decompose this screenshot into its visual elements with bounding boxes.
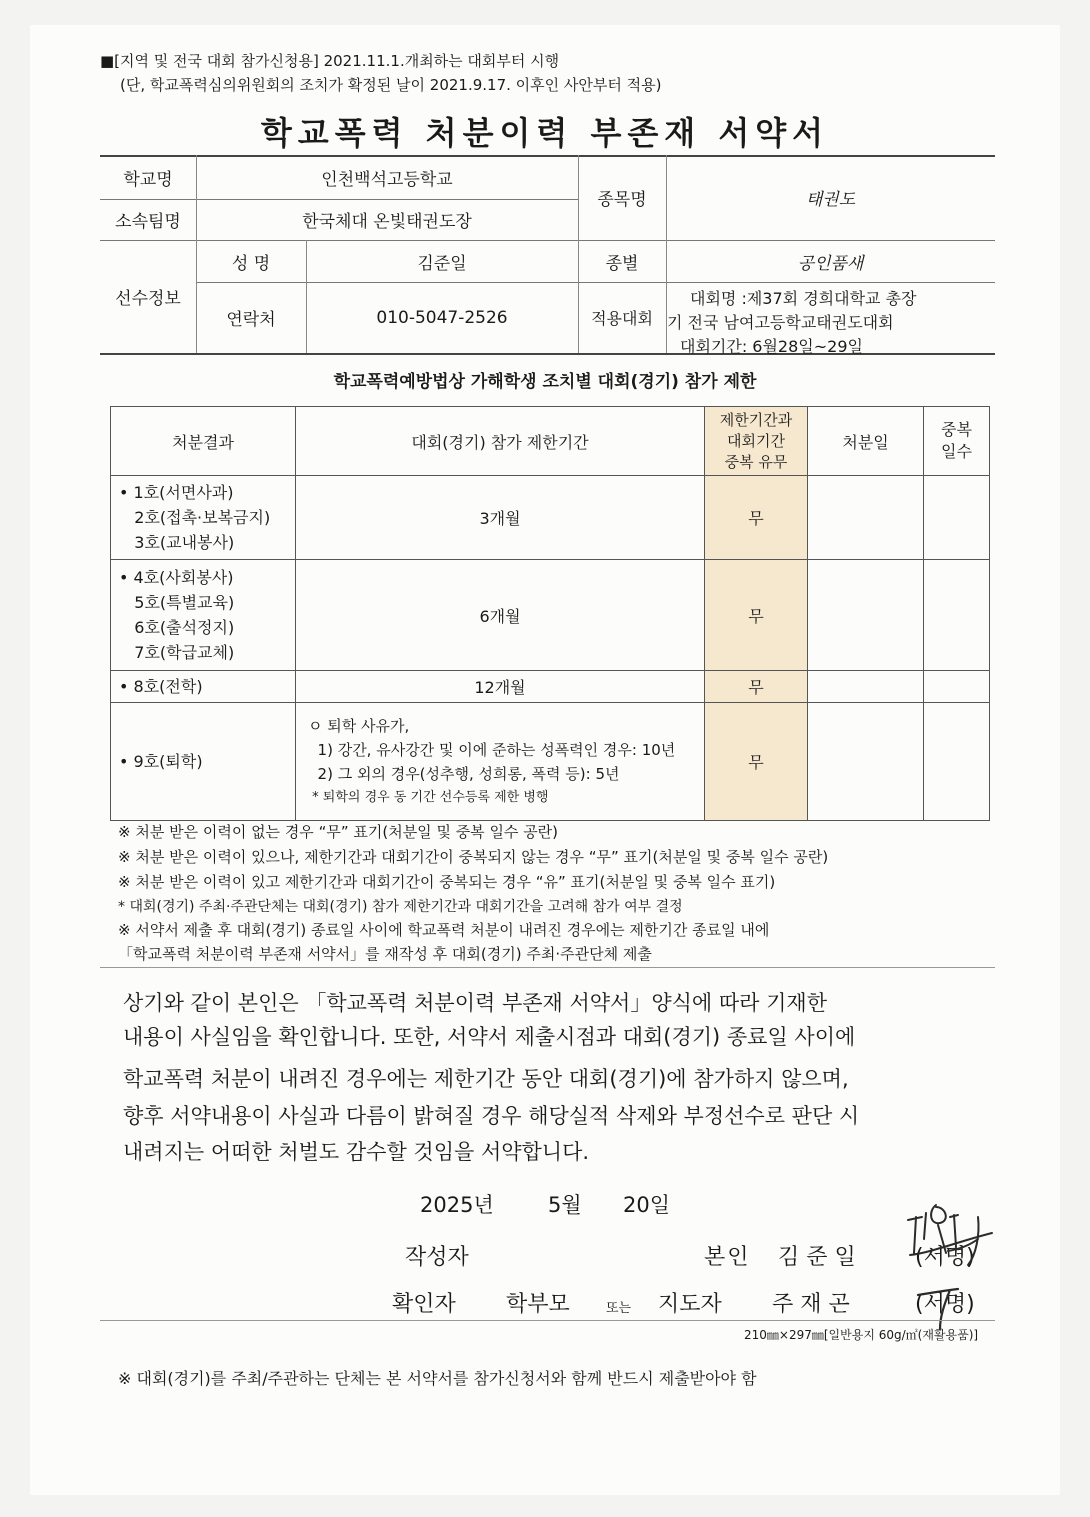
- pledge-line: 내려지는 어떠한 처벌도 감수할 것임을 서약합니다.: [123, 1140, 590, 1164]
- confirm-role-parent: 학부모: [506, 1292, 570, 1317]
- school-value: 인천백석고등학교: [321, 169, 453, 190]
- divider: [100, 1320, 995, 1321]
- table-row: [111, 560, 990, 671]
- row-date: [808, 703, 924, 821]
- document-title: 학교폭력 처분이력 부존재 서약서: [260, 114, 830, 152]
- sport-label: 종목명: [597, 190, 647, 210]
- row-overlap: 무: [705, 560, 808, 671]
- confirm-sign-mark: (서명): [915, 1292, 975, 1317]
- writer-sign-mark: (서명): [915, 1245, 975, 1270]
- row-result: • 1호(서면사과) 2호(접촉·보복금지) 3호(교내봉사): [111, 476, 296, 560]
- period-detail-line: * 퇴학의 경우 동 기간 선수등록 제한 병행: [308, 789, 549, 805]
- name-label: 성 명: [231, 253, 271, 274]
- school-label: 학교명: [123, 169, 173, 190]
- row-date: [808, 560, 924, 671]
- pledge-line: 향후 서약내용이 사실과 다름이 밝혀질 경우 해당실적 삭제와 부정선수로 판단 시: [123, 1104, 860, 1128]
- player-info-label: 선수정보: [115, 289, 181, 309]
- category-value: 공인품새: [797, 253, 864, 274]
- event-name-line2: 기 전국 남여고등학교태권도대회: [667, 313, 894, 332]
- team-value: 한국체대 온빛태권도장: [302, 212, 472, 232]
- row-days: [924, 703, 990, 821]
- restriction-subtitle: 학교폭력예방법상 가해학생 조치별 대회(경기) 참가 제한: [333, 372, 757, 392]
- divider: [100, 967, 995, 968]
- note-3: ※ 처분 받은 이력이 있고 제한기간과 대회기간이 중복되는 경우 “유” 표기(처분일 및 중복 일수 표기): [118, 873, 776, 891]
- restriction-table: [110, 406, 990, 821]
- row-overlap: 무: [705, 476, 808, 560]
- table-row: [111, 671, 990, 703]
- table-header-row: [111, 407, 990, 476]
- row-days: [924, 476, 990, 560]
- header-date: 처분일: [808, 407, 924, 476]
- sport-value: 태권도: [805, 190, 856, 210]
- row-overlap: 무: [705, 703, 808, 821]
- pledge-line: 학교폭력 처분이 내려진 경우에는 제한기간 동안 대회(경기)에 참가하지 않으며,: [123, 1067, 849, 1091]
- row-days: [924, 560, 990, 671]
- date-month: 5월: [548, 1193, 582, 1217]
- period-detail-line: ㅇ 퇴학 사유가,: [308, 716, 410, 735]
- row-result: • 8호(전학): [111, 671, 296, 703]
- header-days: 중복 일수: [924, 407, 990, 476]
- header-result: 처분결과: [111, 407, 296, 476]
- event-label: 적용대회: [591, 309, 653, 328]
- date-year: 2025년: [420, 1193, 494, 1217]
- contact-value: 010-5047-2526: [376, 307, 508, 328]
- period-detail-line: 2) 그 외의 경우(성추행, 성희롱, 폭력 등): 5년: [308, 764, 620, 783]
- row-date: [808, 671, 924, 703]
- note-2: ※ 처분 받은 이력이 있으나, 제한기간과 대회기간이 중복되지 않는 경우 “무” 표기(처분일 및 중복 일수 공란): [118, 848, 829, 866]
- team-label: 소속팀명: [115, 212, 181, 232]
- header-period: 대회(경기) 참가 제한기간: [296, 407, 705, 476]
- paper-spec: 210㎜×297㎜[일반용지 60g/㎡(재활용품)]: [744, 1328, 979, 1342]
- table-row: [111, 476, 990, 560]
- note-5: ※ 서약서 제출 후 대회(경기) 종료일 사이에 학교폭력 처분이 내려진 경우에는 제한기간 종료일 내에: [118, 921, 770, 939]
- row-days: [924, 671, 990, 703]
- note-4: * 대회(경기) 주최·주관단체는 대회(경기) 참가 제한기간과 대회기간을 고려해 참가 여부 결정: [118, 899, 683, 915]
- footer-note: ※ 대회(경기)를 주최/주관하는 단체는 본 서약서를 참가신청서와 함께 반드시 제출받아야 함: [118, 1369, 757, 1388]
- event-name-line1: 대회명 :제37회 경희대학교 총장: [690, 289, 917, 308]
- row-period: 6개월: [296, 560, 705, 671]
- writer-label: 작성자: [405, 1245, 469, 1270]
- note-6: 「학교폭력 처분이력 부존재 서약서」를 재작성 후 대회(경기) 주최·주관단체 제출: [118, 945, 652, 963]
- row-overlap: 무: [705, 671, 808, 703]
- table-row: [111, 703, 990, 821]
- row-period: 3개월: [296, 476, 705, 560]
- period-detail-line: 1) 강간, 유사강간 및 이에 준하는 성폭력인 경우: 10년: [308, 740, 676, 759]
- writer-role: 본인: [704, 1245, 751, 1270]
- confirm-role-coach: 지도자: [658, 1292, 722, 1317]
- header-line-2: (단, 학교폭력심의위원회의 조치가 확정된 날이 2021.9.17. 이후인 사안부터 적용): [120, 76, 662, 94]
- row-period-details: [296, 703, 705, 821]
- pledge-line: 내용이 사실임을 확인합니다. 또한, 서약서 제출시점과 대회(경기) 종료일 사이에: [123, 1025, 856, 1049]
- handwritten-signature: [880, 1195, 1020, 1335]
- row-result: • 4호(사회봉사) 5호(특별교육) 6호(출석정지) 7호(학급교체): [111, 560, 296, 671]
- header-overlap: 제한기간과 대회기간 중복 유무: [705, 407, 808, 476]
- event-period: 대회기간: 6월28일~29일: [680, 337, 863, 356]
- confirm-label: 확인자: [392, 1292, 456, 1317]
- confirm-or: 또는: [606, 1301, 632, 1316]
- pledge-line: 상기와 같이 본인은 「학교폭력 처분이력 부존재 서약서」양식에 따라 기재한: [123, 991, 827, 1015]
- row-result: • 9호(퇴학): [111, 703, 296, 821]
- row-period: 12개월: [296, 671, 705, 703]
- header-line-1: ■[지역 및 전국 대회 참가신청용] 2021.11.1.개최하는 대회부터 시행: [100, 52, 560, 70]
- confirm-name: 주 재 곤: [772, 1292, 850, 1317]
- name-value: 김준일: [417, 253, 467, 274]
- contact-label: 연락처: [226, 310, 276, 330]
- row-date: [808, 476, 924, 560]
- writer-name: 김 준 일: [778, 1245, 856, 1270]
- date-day: 20일: [623, 1193, 671, 1217]
- note-1: ※ 처분 받은 이력이 없는 경우 “무” 표기(처분일 및 중복 일수 공란): [118, 823, 559, 841]
- category-label: 종별: [605, 253, 639, 274]
